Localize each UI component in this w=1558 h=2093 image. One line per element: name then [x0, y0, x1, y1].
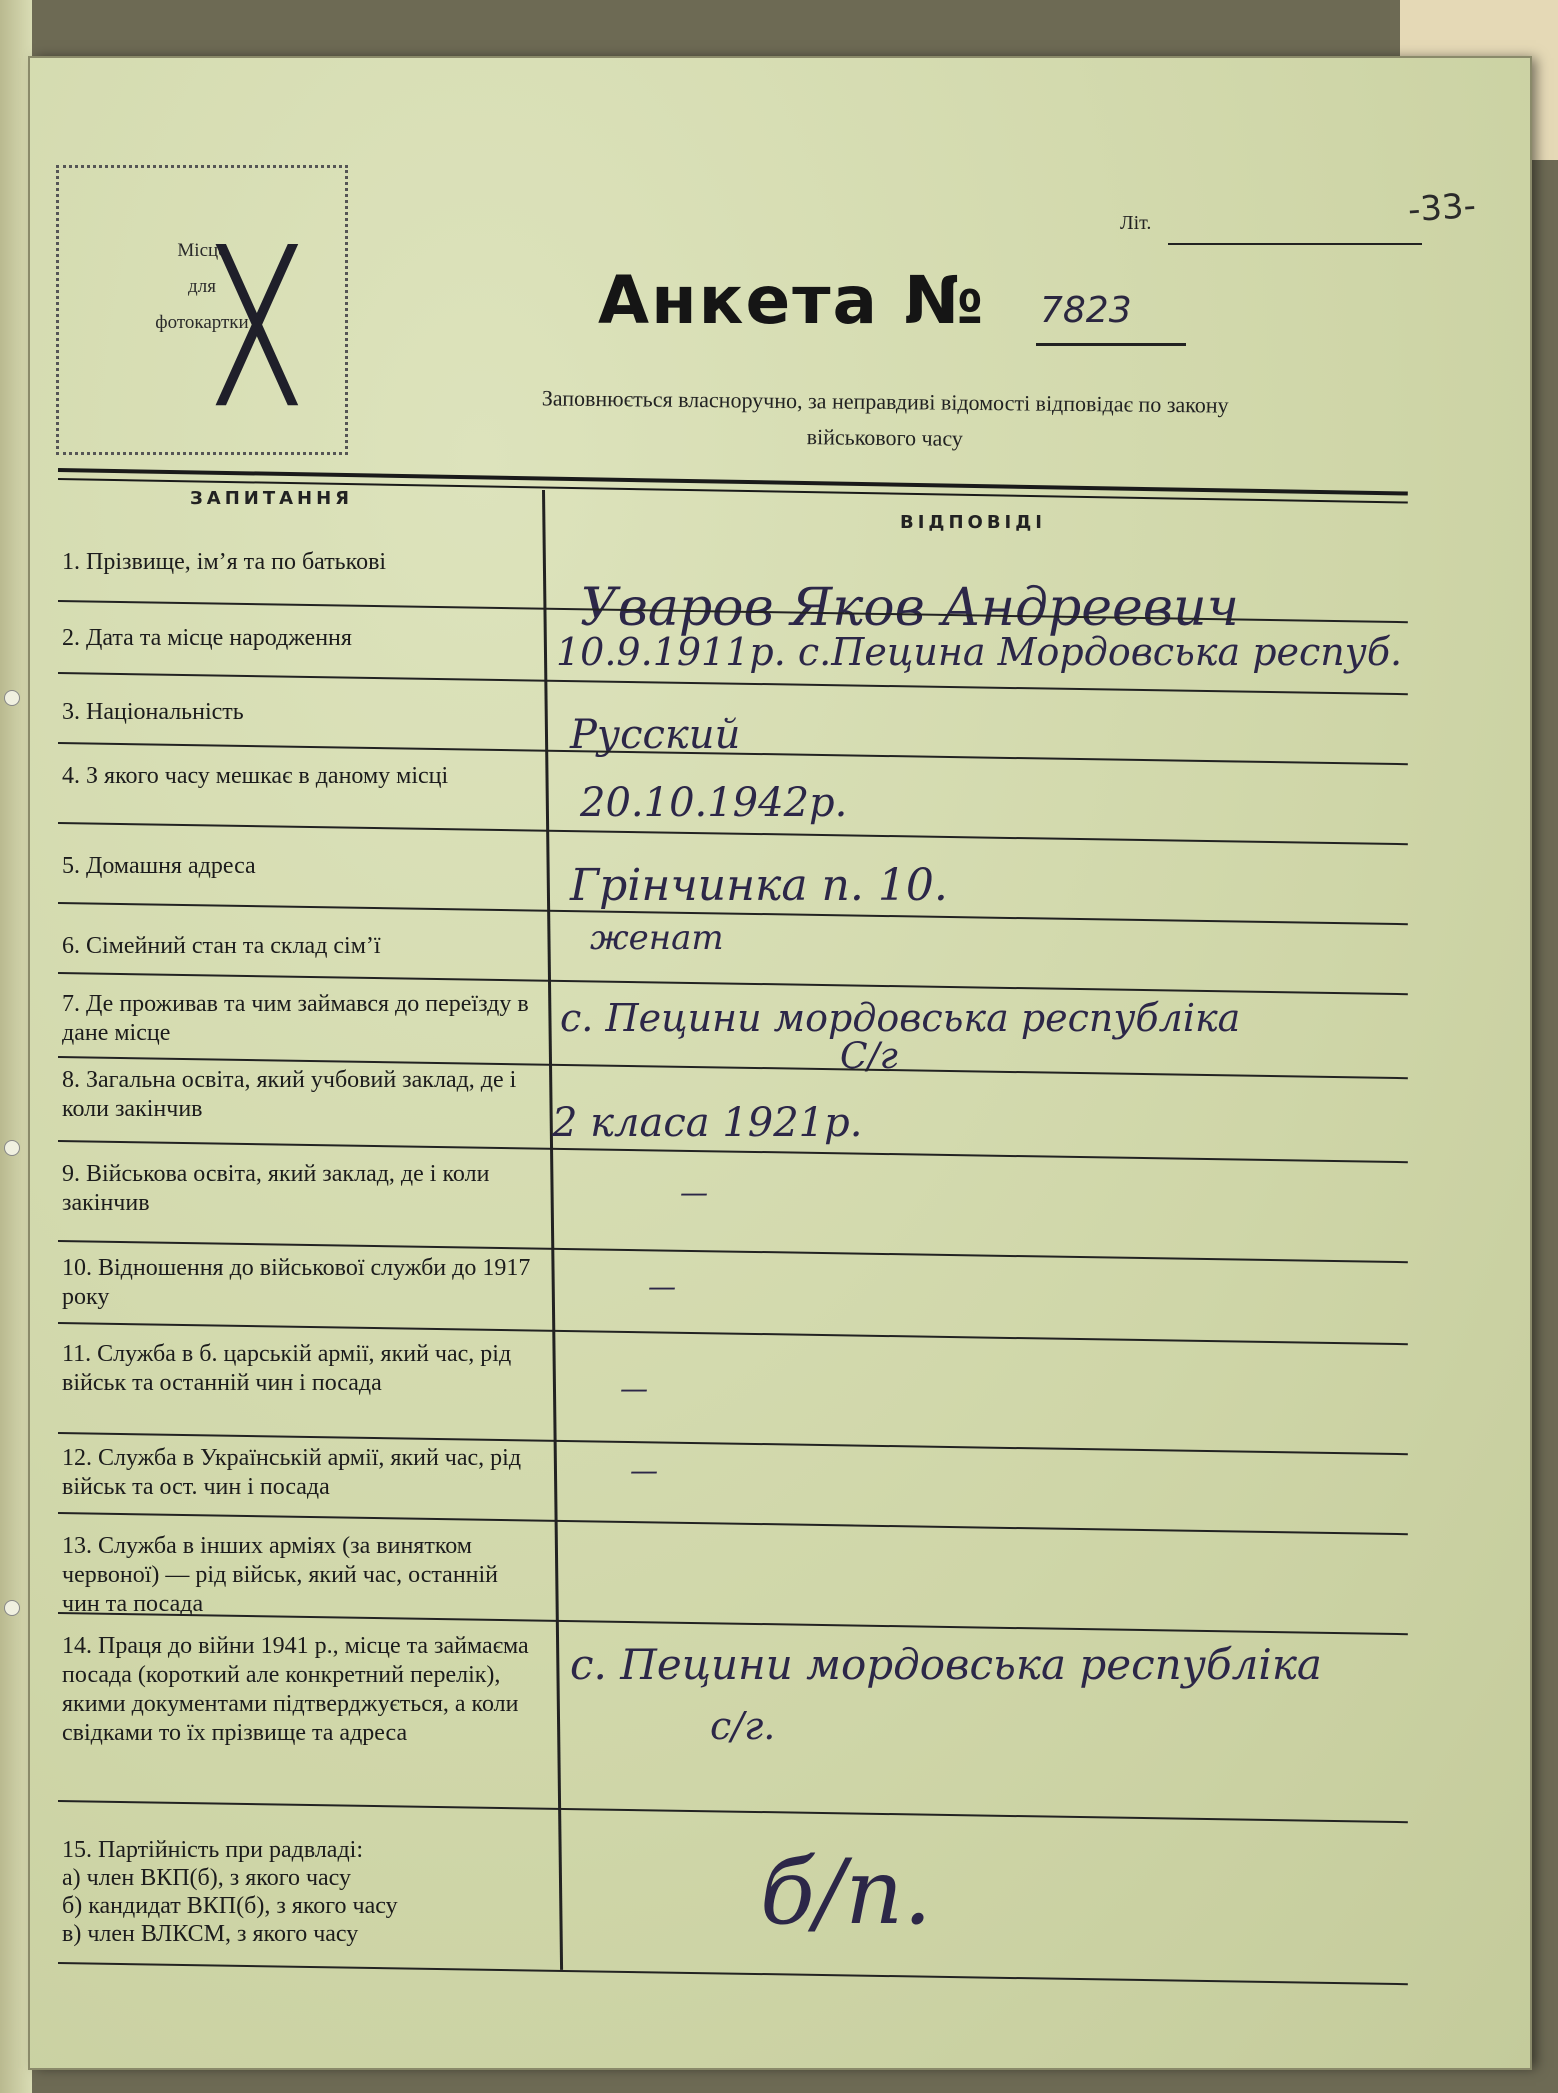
question-9: 9. Військова освіта, який заклад, де і коли закінчив: [62, 1161, 490, 1216]
answer-8: 2 класа 1921р.: [552, 1100, 863, 1146]
question-10: 10. Відношення до військової служби до 1917 року: [62, 1255, 531, 1310]
question-15-sub-c: в) член ВЛКСМ, з якого часу: [62, 1921, 359, 1947]
question-3: 3. Національність: [62, 699, 244, 725]
photo-label-line2: для: [188, 276, 216, 297]
answers-column-header: ВІДПОВІДІ: [900, 512, 1046, 533]
question-11: 11. Служба в б. царській армії, який час, рід військ та останній чин і посада: [62, 1341, 512, 1396]
answer-7: с. Пецини мордовська республіка: [560, 996, 1241, 1040]
photo-label-line1: Місце: [177, 240, 227, 261]
note-line1: Заповнюється власноручно, за неправдиві відомості відповідає по закону: [541, 385, 1229, 418]
cross-mark-icon: ╳: [220, 245, 293, 406]
questions-column-header: ЗАПИТАННЯ: [190, 488, 354, 509]
answer-14-line2: с/г.: [710, 1704, 776, 1748]
question-6: 6. Сімейний стан та склад сім’ї: [62, 933, 381, 959]
note-line2: військового часу: [806, 424, 964, 451]
answer-7-line2: С/г: [840, 1036, 898, 1077]
question-2: 2. Дата та місце народження: [62, 625, 352, 651]
answer-11: —: [620, 1372, 648, 1405]
binding-hole: [4, 1140, 20, 1156]
question-13: 13. Служба в інших арміях (за винятком червоної) — рід військ, який час, останній чин та посада: [62, 1533, 499, 1617]
answer-9: —: [680, 1176, 708, 1209]
question-12: 12. Служба в Українській армії, який час, рід військ та ост. чин і посада: [62, 1445, 522, 1500]
photo-label-line3: фотокартки: [155, 312, 249, 333]
binding-hole: [4, 1600, 20, 1616]
answer-12: —: [630, 1454, 658, 1487]
answer-14: с. Пецини мордовська республіка: [570, 1640, 1322, 1689]
answer-1: Уваров Яков Андреевич: [580, 578, 1239, 638]
answer-6: женат: [590, 918, 724, 958]
lit-field-line: [1168, 243, 1422, 245]
photo-placeholder: [56, 165, 348, 455]
question-4: 4. З якого часу мешкає в даному місці: [62, 763, 449, 789]
question-15: [62, 1836, 532, 1948]
binding-hole: [4, 690, 20, 706]
question-8: 8. Загальна освіта, який учбовий заклад, де і коли закінчив: [62, 1067, 517, 1122]
question-15-sub-b: б) кандидат ВКП(б), з якого часу: [62, 1893, 398, 1919]
lit-label: Літ.: [1120, 212, 1152, 234]
question-15-title: 15. Партійність при радвладі:: [62, 1837, 364, 1863]
binding-edge: [0, 0, 32, 2093]
answer-5: Грінчинка п. 10.: [570, 860, 948, 911]
answer-15: б/п.: [760, 1840, 932, 1945]
question-1: 1. Прізвище, ім’я та по батькові: [62, 549, 387, 575]
answer-4: 20.10.1942р.: [580, 780, 848, 826]
form-number: 7823: [1040, 290, 1132, 331]
question-5: 5. Домашня адреса: [62, 853, 256, 879]
form-note: [380, 379, 1391, 462]
form-number-underline: [1036, 343, 1186, 346]
page-number: -33-: [1406, 185, 1478, 231]
answer-2: 10.9.1911р. с.Пецина Мордовська респуб.: [556, 630, 1403, 674]
question-7: 7. Де проживав та чим займався до переїзду в дане місце: [62, 991, 529, 1046]
page-title: Анкета №: [598, 262, 986, 339]
question-14: 14. Праця до війни 1941 р., місце та займаєма посада (короткий але конкретний перелік), якими документами підтверджується, а коли свідками то їх прізвище та адреса: [62, 1633, 529, 1746]
answer-10: —: [648, 1270, 676, 1303]
question-15-sub-a: а) член ВКП(б), з якого часу: [62, 1865, 351, 1891]
answer-3: Русский: [570, 712, 741, 758]
